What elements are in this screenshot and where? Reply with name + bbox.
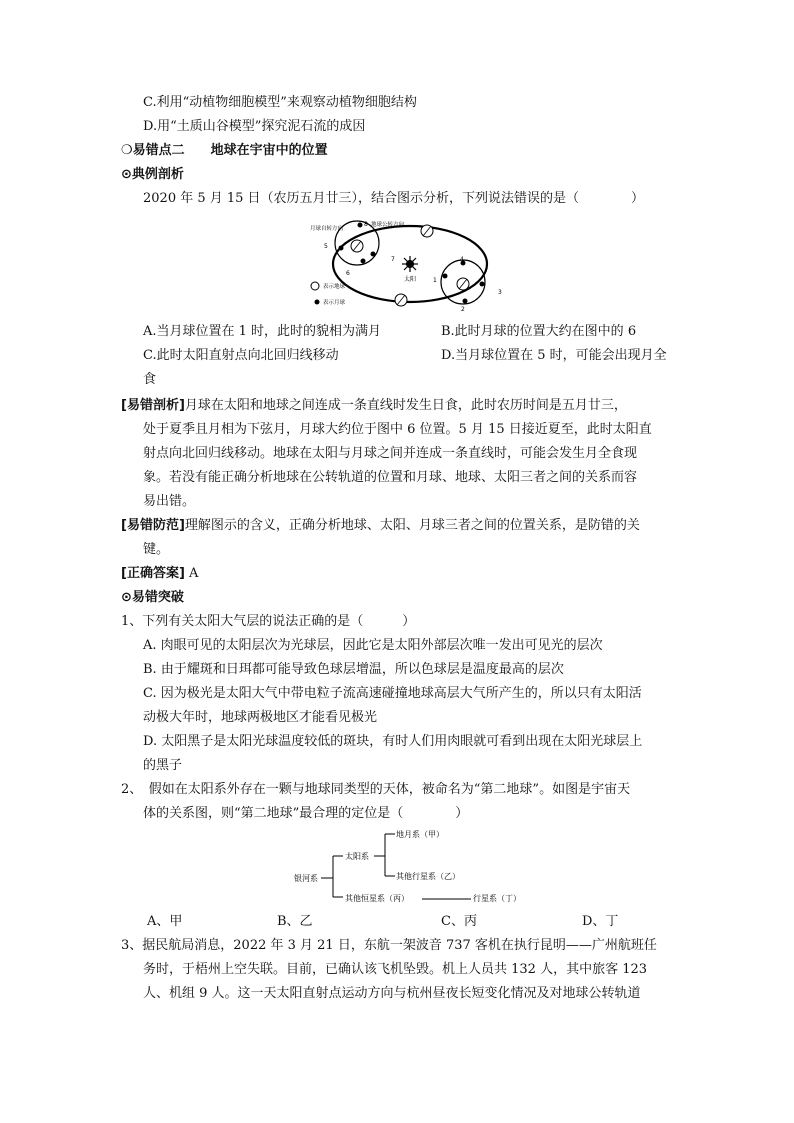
option-c: C.此时太阳直射点向北回归线移动 <box>143 348 339 363</box>
q1-option-b: B. 由于耀斑和日珥都可能导致色球层增温，所以色球层是温度最高的层次 <box>143 662 564 677</box>
analysis-line: 射点向北回归线移动。地球在太阳与月球之间并连成一条直线时，可能会发生月全食现 <box>143 446 638 461</box>
answer-label: [正确答案] <box>121 566 185 581</box>
example-heading: ⊙典例剖析 <box>121 167 184 182</box>
analysis-line: 象。若没有能正确分析地球在公转轨道的位置和月球、地球、太阳三者之间的关系而容 <box>143 470 638 485</box>
q3-line: 3、据民航局消息，2022 年 3 月 21 日，东航一架波音 737 客机在执行昆明——广州航班任 <box>121 938 657 953</box>
analysis-line: 处于夏季且月相为下弦月，月球大约位于图中 6 位置。5 月 15 日接近夏至，此时太阳直 <box>143 422 652 437</box>
num-3: 3 <box>498 289 502 296</box>
q2-option-a: A、甲 <box>147 914 183 929</box>
q2-option-c: C、丙 <box>441 914 477 929</box>
q2-option-d: D、丁 <box>582 914 619 929</box>
legend-earth: 表示地球 <box>323 284 346 290</box>
option-d: D.用“土质山谷模型”探究泥石流的成因 <box>143 119 366 134</box>
option-b: B.此时月球的位置大约在图中的 6 <box>441 324 637 339</box>
legend-moon: 表示月球 <box>323 300 346 306</box>
earth-revolution-label: 地球公转方向 <box>371 222 405 228</box>
example-question: 2020 年 5 月 15 日（农历五月廿三），结合图示分析，下列说法错误的是（ ） <box>143 191 645 206</box>
q2-stem-cont: 体的关系图，则“第二地球”最合理的定位是（ ） <box>143 806 469 821</box>
option-c: C.利用“动植物细胞模型”来观察动植物细胞结构 <box>143 95 417 110</box>
q1-option-d: D. 太阳黑子是太阳光球温度较低的斑块，有时人们用肉眼就可看到出现在太阳光球层上 <box>143 734 643 749</box>
option-d: D.当月球位置在 5 时，可能会出现月全 <box>441 348 667 363</box>
legend-earth-icon <box>311 282 319 290</box>
q3-line: 人、机组 9 人。这一天太阳直射点运动方向与杭州昼夜长短变化情况及对地球公转轨道 <box>143 986 641 1001</box>
sun-icon <box>402 256 418 272</box>
num-6: 6 <box>346 270 350 277</box>
option-d-cont: 食 <box>143 372 157 387</box>
prevent-line: 键。 <box>143 542 170 557</box>
q1-stem: 1、下列有关太阳大气层的说法正确的是（ ） <box>121 614 416 629</box>
legend-moon-icon <box>315 300 320 305</box>
planet-system-label: 行星系（丁） <box>473 894 521 903</box>
solar-system-label: 太阳系 <box>345 852 369 861</box>
q2-option-b: B、乙 <box>277 914 313 929</box>
q1-option-a: A. 肉眼可见的太阳层次为光球层，因此它是太阳外部层次唯一发出可见光的层次 <box>143 638 603 653</box>
orbit-diagram <box>305 214 525 314</box>
q2-stem: 2、 假如在太阳系外存在一颗与地球同类型的天体，被命名为“第二地球”。如图是宇宙天 <box>121 782 631 797</box>
num-5: 5 <box>324 243 328 250</box>
prevent-line: [易错防范]理解图示的含义，正确分析地球、太阳、月球三者之间的位置关系，是防错的关 <box>121 518 640 533</box>
section-title: ❍易错点二 地球在宇宙中的位置 <box>121 143 328 158</box>
num-8: 8 <box>364 221 368 228</box>
answer-value: A <box>184 566 199 581</box>
earth-moon-label: 地月系（甲） <box>396 830 444 839</box>
q3-line: 务时，于梧州上空失联。目前，已确认该飞机坠毁。机上人员共 132 人，其中旅客 123 <box>143 962 648 977</box>
answer-line <box>121 564 198 584</box>
analysis-line: 易出错。 <box>143 494 196 509</box>
option-a: A.当月球位置在 1 时，此时的貌相为满月 <box>143 324 382 339</box>
q1-option-d-cont: 的黑子 <box>143 758 183 773</box>
moon-rotation-label: 月球自转方向 <box>310 226 344 232</box>
num-7: 7 <box>391 256 395 263</box>
analysis-line: [易错剖析]月球在太阳和地球之间连成一条直线时发生日食，此时农历时间是五月廿三， <box>121 398 627 413</box>
breakthrough-heading: ⊙易错突破 <box>121 590 184 605</box>
analysis-label: [易错剖析] <box>121 398 185 413</box>
num-4: 4 <box>460 256 464 263</box>
q1-option-c: C. 因为极光是太阳大气中带电粒子流高速碰撞地球高层大气所产生的，所以只有太阳活 <box>143 686 642 701</box>
prevent-label: [易错防范] <box>121 518 185 533</box>
other-planets-label: 其他行星系（乙） <box>396 872 460 881</box>
sun-label: 太阳 <box>404 276 417 283</box>
galaxy-label: 银河系 <box>294 874 318 883</box>
q1-option-c-cont: 动极大年时，地球两极地区才能看见极光 <box>143 710 378 725</box>
other-stars-label: 其他恒星系（丙） <box>345 894 409 903</box>
num-1: 1 <box>433 277 437 284</box>
num-2: 2 <box>461 306 465 313</box>
hierarchy-diagram <box>285 826 535 908</box>
